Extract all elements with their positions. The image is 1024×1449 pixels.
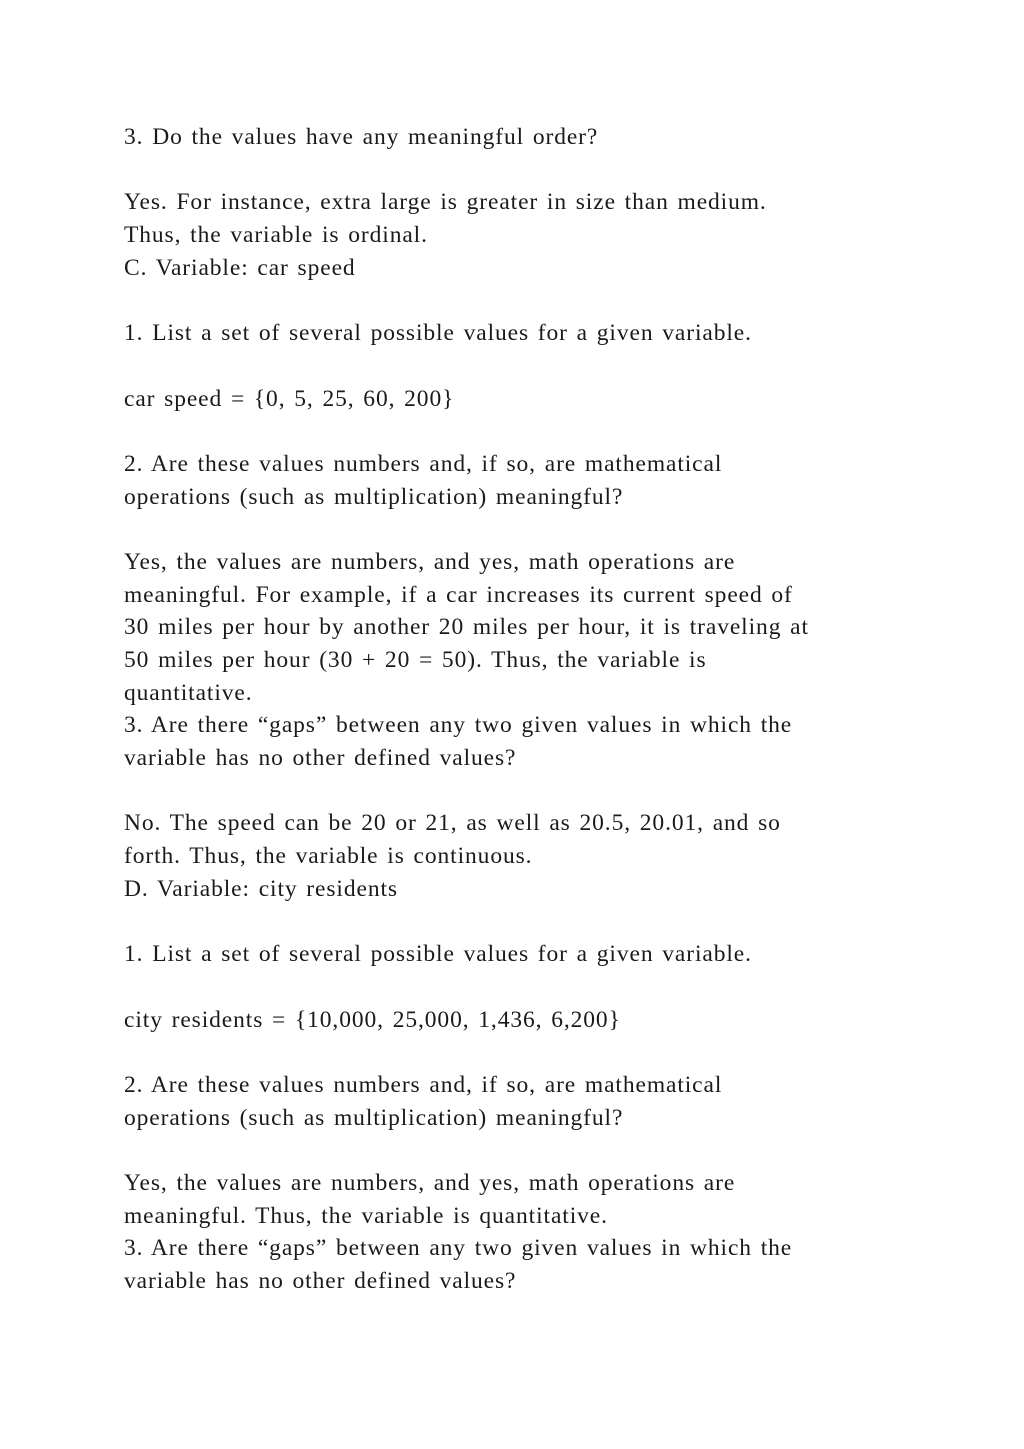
- text-line: No. The speed can be 20 or 21, as well as 20.5, 20.01, and so: [124, 810, 781, 837]
- text-line: 50 miles per hour (30 + 20 = 50). Thus, the variable is: [124, 647, 707, 673]
- section-heading-c: C. Variable: car speed: [124, 254, 356, 281]
- text-line: meaningful. Thus, the variable is quantitative.: [124, 1202, 608, 1229]
- text-line: variable has no other defined values?: [124, 745, 517, 772]
- text-line: 3. Do the values have any meaningful order?: [124, 124, 599, 150]
- text-line: 3. Are there “gaps” between any two given values in which the: [124, 712, 793, 739]
- text-line: quantitative.: [124, 679, 253, 706]
- text-line: 1. List a set of several possible values for a given variable.: [124, 941, 752, 968]
- blank-line: [124, 513, 924, 546]
- section-heading-d: D. Variable: city residents: [124, 875, 398, 902]
- blank-line: [124, 284, 924, 317]
- text-line: Yes, the values are numbers, and yes, math operations are: [124, 548, 736, 575]
- text-line: 30 miles per hour by another 20 miles per hour, it is traveling at: [124, 614, 809, 641]
- text-line: city residents = {10,000, 25,000, 1,436, 6,200}: [124, 1006, 621, 1033]
- text-line: 1. List a set of several possible values for a given variable.: [124, 320, 752, 347]
- blank-line: [124, 1036, 924, 1069]
- text-line: operations (such as multiplication) meaningful?: [124, 1104, 624, 1131]
- text-line: variable has no other defined values?: [124, 1268, 517, 1295]
- blank-line: [124, 154, 924, 187]
- blank-line: [124, 415, 924, 448]
- text-line: Yes. For instance, extra large is greater in size than medium.: [124, 189, 767, 216]
- text-line: meaningful. For example, if a car increases its current speed of: [124, 581, 793, 608]
- blank-line: [124, 775, 924, 808]
- text-line: 2. Are these values numbers and, if so, are mathematical: [124, 1071, 723, 1098]
- document-body: [124, 121, 924, 1298]
- text-line: 2. Are these values numbers and, if so, are mathematical: [124, 450, 723, 477]
- text-line: operations (such as multiplication) meaningful?: [124, 483, 624, 510]
- text-line: car speed = {0, 5, 25, 60, 200}: [124, 385, 455, 412]
- blank-line: [124, 906, 924, 939]
- text-line: Yes, the values are numbers, and yes, math operations are: [124, 1170, 736, 1196]
- blank-line: [124, 350, 924, 383]
- text-line: Thus, the variable is ordinal.: [124, 222, 428, 249]
- blank-line: [124, 1134, 924, 1167]
- text-line: forth. Thus, the variable is continuous.: [124, 843, 533, 870]
- blank-line: [124, 971, 924, 1004]
- text-line: 3. Are there “gaps” between any two given values in which the: [124, 1235, 793, 1262]
